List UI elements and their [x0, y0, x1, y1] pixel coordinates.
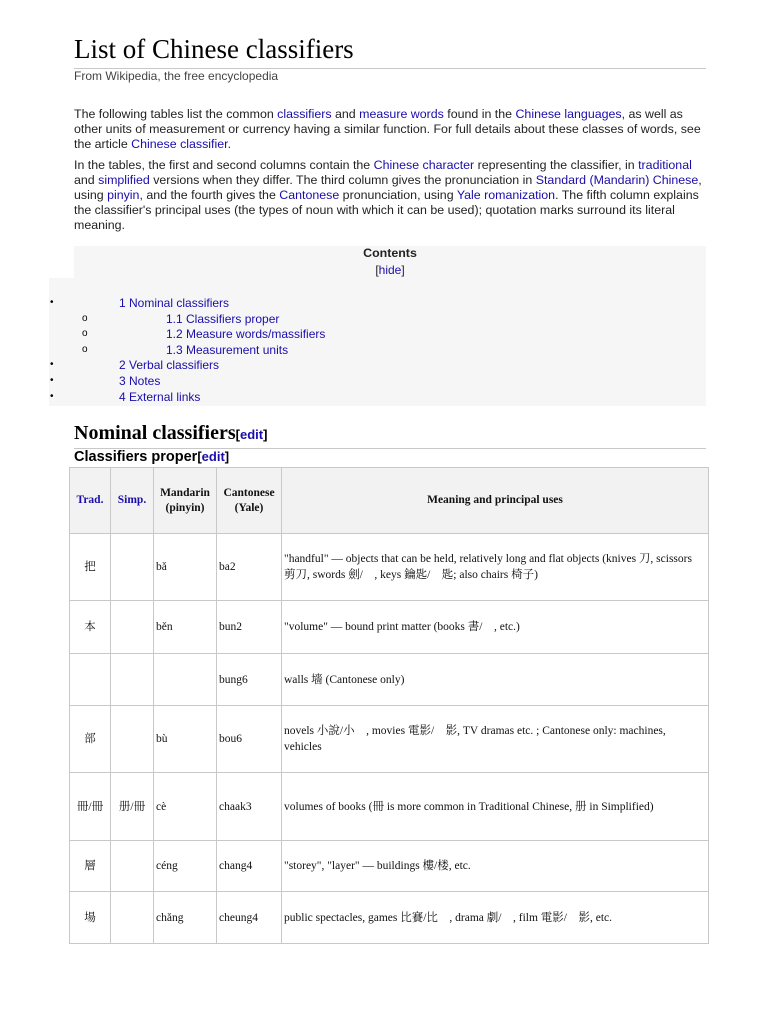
cell-pinyin: běn: [154, 601, 217, 654]
link-standard-mandarin[interactable]: Standard (Mandarin) Chinese: [535, 173, 699, 187]
table-row: [70, 654, 709, 706]
toc-item-verbal-classifiers[interactable]: 2 Verbal classifiers: [119, 358, 220, 372]
cell-simp: [111, 601, 154, 654]
heading-text: Nominal classifiers: [74, 422, 236, 444]
cell-simp: [111, 892, 154, 944]
text: In the tables, the first and second columns contain the: [74, 158, 374, 172]
cell-trad: 把: [70, 534, 111, 601]
bracket: ]: [224, 449, 230, 464]
cell-trad: [70, 654, 111, 706]
cell-meaning: novels 小說/小 , movies 電影/ 影, TV dramas etc. ; Cantonese only: machines, vehicles: [282, 706, 709, 773]
link-traditional[interactable]: traditional: [638, 158, 692, 172]
toc-item-measure-words[interactable]: 1.2 Measure words/massifiers: [166, 327, 326, 341]
cell-yale: bung6: [217, 654, 282, 706]
cell-simp: [111, 841, 154, 892]
subsection-heading-classifiers-proper: [74, 449, 229, 465]
table-header-row: [70, 468, 709, 534]
text: representing the classifier, in: [474, 158, 639, 172]
bracket: [: [235, 427, 240, 442]
link-chinese-classifier[interactable]: Chinese classifier: [131, 137, 228, 151]
table-of-contents: [74, 246, 706, 406]
edit-subsection: [197, 449, 229, 464]
table-row: [70, 534, 709, 601]
toc-bullet: •: [50, 297, 54, 308]
text: The following tables list the common: [74, 107, 278, 121]
header-meaning: Meaning and principal uses: [282, 468, 709, 534]
toc-sub-bullet: o: [82, 344, 88, 355]
text: and: [331, 107, 360, 121]
toc-sub-bullet: o: [82, 313, 88, 324]
cell-trad: 層: [70, 841, 111, 892]
cell-meaning: walls 墻 (Cantonese only): [282, 654, 709, 706]
text: found in the: [443, 107, 516, 121]
link-yale-romanization[interactable]: Yale romanization: [456, 188, 556, 202]
edit-link[interactable]: edit: [201, 449, 225, 464]
cell-pinyin: bù: [154, 706, 217, 773]
toc-bullet: •: [50, 359, 54, 370]
text: , as well as other units of measurement or currency having a similar function. For full details about these classes of words, see the article: [74, 107, 701, 151]
cell-yale: bou6: [217, 706, 282, 773]
text: pronunciation, using: [339, 188, 457, 202]
cell-simp: [111, 706, 154, 773]
table-row: [70, 601, 709, 654]
header-trad[interactable]: Trad.: [70, 468, 111, 534]
cell-trad: 冊/冊: [70, 773, 111, 841]
link-simplified[interactable]: simplified: [98, 173, 150, 187]
cell-yale: cheung4: [217, 892, 282, 944]
cell-pinyin: cè: [154, 773, 217, 841]
toc-bullet: •: [50, 375, 54, 386]
edit-section: [236, 427, 268, 442]
text: versions when they differ. The third column gives the pronunciation in: [149, 173, 536, 187]
table-row: [70, 706, 709, 773]
toc-hide-link[interactable]: hide: [378, 263, 402, 277]
link-chinese-character[interactable]: Chinese character: [373, 158, 475, 172]
header-cantonese: Cantonese (Yale): [217, 468, 282, 534]
tagline: From Wikipedia, the free encyclopedia: [74, 69, 279, 83]
cell-meaning: "volume" — bound print matter (books 書/ , etc.): [282, 601, 709, 654]
link-cantonese[interactable]: Cantonese: [279, 188, 340, 202]
text: . The fifth column explains the classifier's principal uses (the types of noun with which it can be used); quotation marks surround its literal meaning.: [74, 188, 699, 232]
cell-pinyin: bǎ: [154, 534, 217, 601]
cell-simp: 册/冊: [111, 773, 154, 841]
intro-paragraph-1: [74, 107, 710, 152]
text: , using: [74, 173, 702, 202]
header-simp[interactable]: Simp.: [111, 468, 154, 534]
table-body: [70, 534, 709, 944]
link-classifiers[interactable]: classifiers: [277, 107, 332, 121]
section-heading-nominal-classifiers: [74, 421, 706, 449]
cell-trad: 場: [70, 892, 111, 944]
cell-meaning: "storey", "layer" — buildings 樓/楼, etc.: [282, 841, 709, 892]
text: , and the fourth gives the: [139, 188, 280, 202]
table-row: [70, 841, 709, 892]
link-pinyin[interactable]: pinyin: [107, 188, 140, 202]
text: and: [74, 173, 99, 187]
edit-link[interactable]: edit: [240, 427, 264, 442]
toc-title: Contents: [363, 246, 417, 260]
toc-item-nominal-classifiers[interactable]: 1 Nominal classifiers: [119, 296, 230, 310]
cell-trad: 部: [70, 706, 111, 773]
toc-hide-toggle: [74, 263, 706, 277]
link-chinese-languages[interactable]: Chinese languages: [515, 107, 622, 121]
table-row: [70, 773, 709, 841]
cell-yale: chang4: [217, 841, 282, 892]
cell-simp: [111, 654, 154, 706]
heading-text: Classifiers proper: [74, 449, 198, 465]
link-measure-words[interactable]: measure words: [359, 107, 444, 121]
table-row: [70, 892, 709, 944]
toc-item-notes[interactable]: 3 Notes: [119, 374, 161, 388]
cell-meaning: volumes of books (冊 is more common in Traditional Chinese, 册 in Simplified): [282, 773, 709, 841]
page-title: List of Chinese classifiers: [74, 32, 706, 69]
header-mandarin: Mandarin (pinyin): [154, 468, 217, 534]
toc-item-classifiers-proper[interactable]: 1.1 Classifiers proper: [166, 312, 280, 326]
toc-item-measurement-units[interactable]: 1.3 Measurement units: [166, 343, 289, 357]
toc-item-external-links[interactable]: 4 External links: [119, 390, 201, 404]
bracket: [: [197, 449, 202, 464]
intro-paragraph-2: [74, 158, 710, 233]
bracket: ]: [263, 427, 268, 442]
cell-simp: [111, 534, 154, 601]
bracket: [: [375, 263, 379, 277]
classifiers-table: [69, 467, 709, 944]
cell-pinyin: céng: [154, 841, 217, 892]
toc-bullet: •: [50, 391, 54, 402]
cell-meaning: public spectacles, games 比賽/比 , drama 劇/ , film 電影/ 影, etc.: [282, 892, 709, 944]
cell-yale: ba2: [217, 534, 282, 601]
toc-sub-bullet: o: [82, 328, 88, 339]
cell-yale: bun2: [217, 601, 282, 654]
text: .: [227, 137, 232, 151]
bracket: ]: [401, 263, 405, 277]
cell-yale: chaak3: [217, 773, 282, 841]
cell-meaning: "handful" — objects that can be held, relatively long and flat objects (knives 刀, scissors 剪刀, swords 劍/ , keys 鑰匙/ 匙; also chairs 椅子): [282, 534, 709, 601]
cell-pinyin: chǎng: [154, 892, 217, 944]
cell-pinyin: [154, 654, 217, 706]
cell-trad: 本: [70, 601, 111, 654]
